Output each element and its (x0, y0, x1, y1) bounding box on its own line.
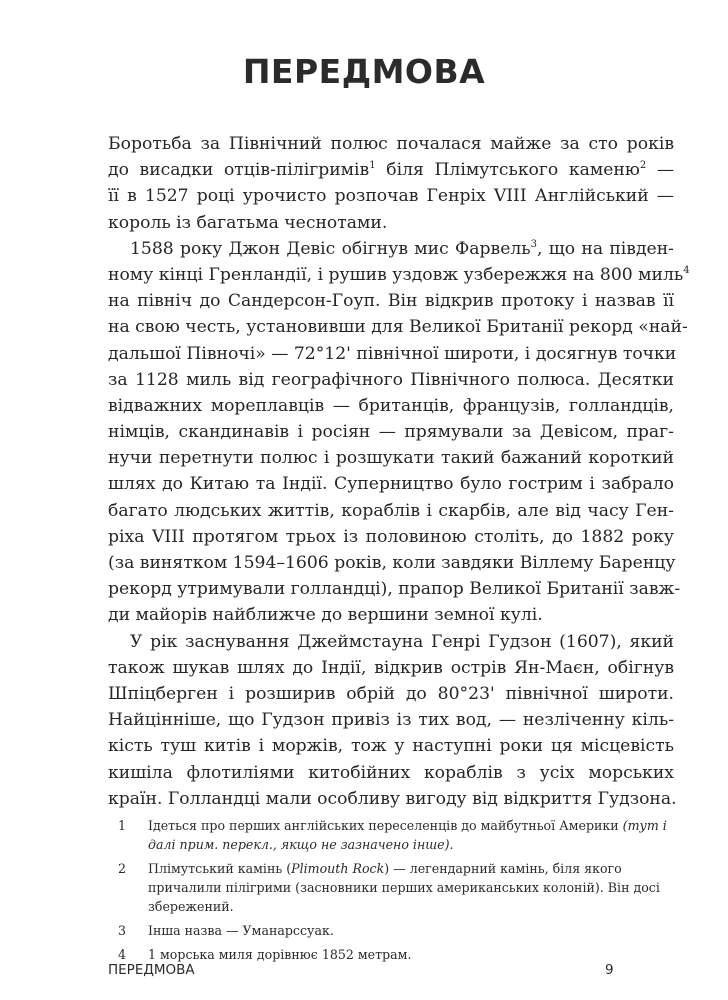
text-span: , що на півден- (537, 238, 674, 259)
footnote-text (148, 859, 678, 916)
footnote-ref[interactable]: 4 (683, 264, 690, 276)
text-line: дальшої Півночі» — 72°12' північної широти, і досягнув точки (108, 343, 677, 364)
text-line: ди майорів найближче до вершини земної кулі. (108, 605, 543, 626)
paragraph (108, 629, 677, 812)
original-name: Plimouth Rock (291, 861, 385, 876)
footnotes (118, 816, 678, 969)
footnote-number: 2 (118, 861, 127, 876)
text-span: біля Плімутського каменю (386, 160, 640, 181)
footnote-text: Інша назва — Уманарссуак. (148, 923, 334, 938)
chapter-title: ПЕРЕДМОВА (242, 52, 486, 91)
page-number: 9 (605, 962, 614, 978)
text-line: також шукав шлях до Індії, відкрив острів Ян-Маєн, обігнув (108, 657, 674, 678)
text-span: ) — легендарний камінь, біля якого причалили пілігрими (засновники перших американських колоній). Він досі збережений. (148, 861, 660, 914)
footnote (118, 945, 678, 964)
text-span: — (656, 160, 675, 181)
text-line: на північ до Сандерсон-Гоуп. Він відкрив протоку і назвав її (108, 291, 674, 312)
text-line: ріха VIII протягом трьох із половиною століть, до 1882 року (108, 526, 674, 547)
footnote-number: 4 (118, 947, 127, 962)
text-line: за 1128 миль від географічного Північного полюса. Десятки (108, 369, 674, 390)
text-line (108, 157, 674, 183)
body-text (108, 131, 690, 812)
text-line: рекорд утримували голландці), прапор Великої Британії завж- (108, 579, 681, 600)
paragraph (108, 131, 674, 236)
text-line (108, 236, 674, 262)
footnote-number: 3 (118, 923, 127, 938)
text-line: багато людських життів, кораблів і скарбів, але від часу Ген- (108, 500, 674, 521)
footnote-text: 1 морська миля дорівнює 1852 метрам. (148, 947, 412, 962)
text-line: на свою честь, установивши для Великої Британії рекорд «най- (108, 317, 688, 338)
footnote-ref[interactable]: 2 (639, 160, 647, 172)
text-line: Шпіцберген і розширив обрій до 80°23' північної широти. (108, 683, 674, 704)
text-line: Найцінніше, що Гудзон привіз із тих вод, — незліченну кіль- (108, 710, 674, 731)
footnote-text (148, 816, 678, 854)
text-line: кишіла флотиліями китобійних кораблів з усіх морських (108, 762, 674, 783)
footnote (118, 859, 678, 916)
text-span: 1588 року Джон Девіс обігнув мис Фарвель (130, 238, 531, 259)
text-span: до висадки отців-пілігримів (108, 160, 370, 181)
text-line: німців, скандинавів і росіян — прямували за Девісом, праг- (108, 422, 674, 443)
paragraph (108, 236, 690, 629)
text-line: король із багатьма чеснотами. (108, 212, 388, 233)
text-line: Боротьба за Північний полюс почалася майже за сто років (108, 134, 674, 154)
footnote-ref[interactable]: 1 (369, 160, 376, 172)
footnote-ref[interactable]: 3 (530, 238, 538, 250)
text-line: нучи перетнути полюс і розшукати такий бажаний короткий (108, 448, 674, 469)
text-line: відважних мореплавців — британців, французів, голландців, (108, 395, 674, 416)
footnote-number: 1 (118, 818, 127, 833)
text-line: кість туш китів і моржів, тож у наступні роки ця місцевість (108, 736, 674, 757)
text-span: Плімутський камінь ( (148, 861, 292, 876)
footnote (118, 816, 678, 854)
text-line: (за винятком 1594–1606 років, коли завдяки Віллему Баренцу (108, 553, 676, 573)
text-line (108, 262, 690, 288)
text-line: шлях до Китаю та Індії. Суперництво було гострим і забрало (108, 474, 674, 495)
text-line: У рік заснування Джеймстауна Генрі Гудзон (1607), який (130, 631, 674, 652)
text-span: Ідеться про перших англійських переселенців до майбутньої Америки (148, 818, 623, 833)
translator-note: (тут і далі прим. перекл., якщо не зазначено інше). (148, 818, 667, 852)
running-footer-title: ПЕРЕДМОВА (108, 962, 195, 978)
text-line: країн. Голландці мали особливу вигоду від відкриття Гудзона. (108, 788, 677, 809)
footnote (118, 921, 678, 940)
text-line: її в 1527 році урочисто розпочав Генріх VIII Англійський — (108, 186, 674, 207)
text-span: ному кінці Гренландії, і рушив уздовж узбережжя на 800 миль (108, 264, 684, 285)
